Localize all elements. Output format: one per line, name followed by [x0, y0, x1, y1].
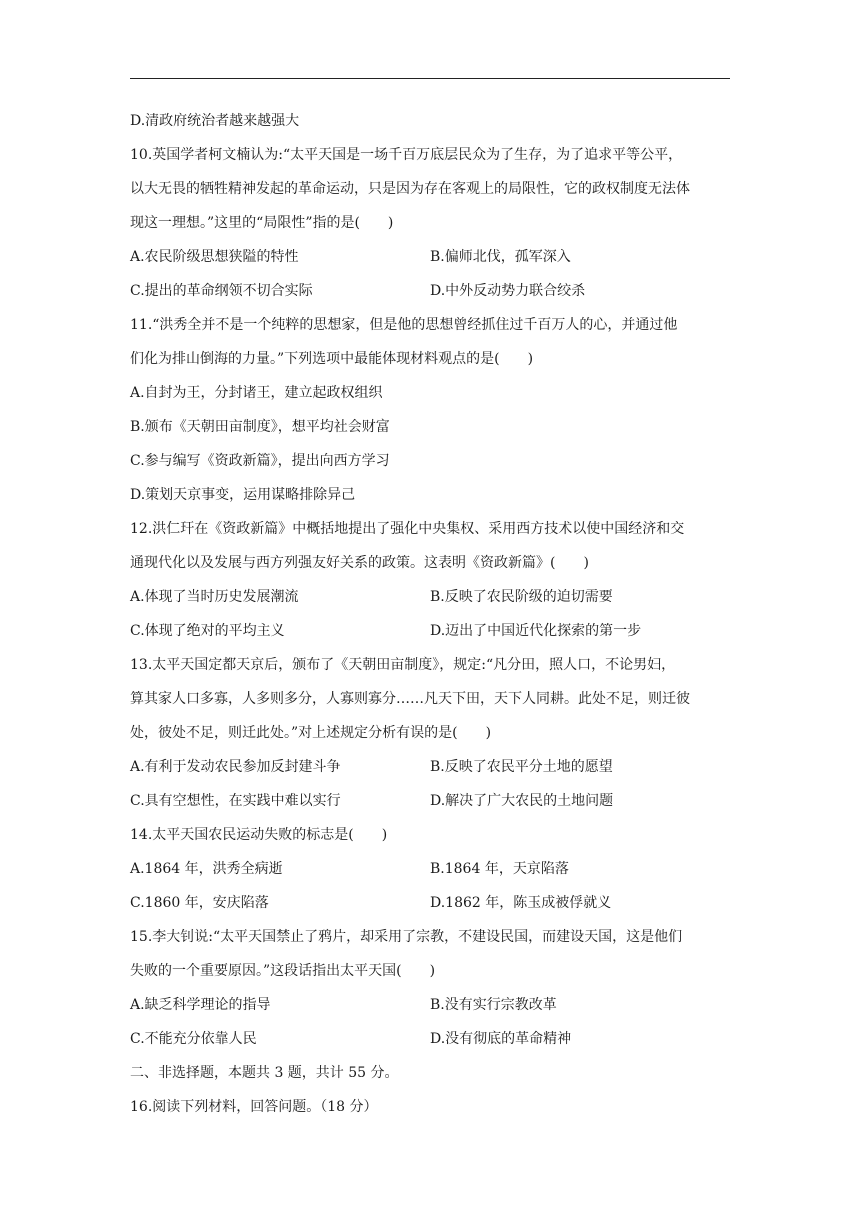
q11-option-c: C.参与编写《资政新篇》，提出向西方学习 [130, 453, 390, 469]
q10-stem-line-3: 现这一理想。”这里的“局限性”指的是( ) [130, 215, 394, 231]
header-rule [130, 78, 730, 79]
q10-stem-line-2: 以大无畏的牺牲精神发起的革命运动，只是因为存在客观上的局限性，它的政权制度无法体 [130, 181, 690, 197]
q14-option-c: C.1860 年，安庆陷落 [130, 895, 269, 911]
q15-option-b: B.没有实行宗教改革 [430, 997, 557, 1013]
q13-option-b: B.反映了农民平分土地的愿望 [430, 759, 613, 775]
q10-option-c: C.提出的革命纲领不切合实际 [130, 283, 313, 299]
q14-option-d: D.1862 年，陈玉成被俘就义 [430, 895, 612, 911]
q15-stem-line-1: 15.李大钊说:“太平天国禁止了鸦片，却采用了宗教，不建设民国，而建设天国，这是他们 [130, 929, 683, 945]
q12-stem-line-2: 通现代化以及发展与西方列强友好关系的政策。这表明《资政新篇》( ) [130, 555, 589, 571]
q15-option-d: D.没有彻底的革命精神 [430, 1031, 572, 1047]
q9-option-d: D.清政府统治者越来越强大 [130, 113, 300, 129]
q11-option-d: D.策划天京事变，运用谋略排除异己 [130, 487, 356, 503]
q15-option-c: C.不能充分依靠人民 [130, 1031, 257, 1047]
q15-stem-line-2: 失败的一个重要原因。”这段话指出太平天国( ) [130, 963, 436, 979]
q13-option-d: D.解决了广大农民的土地问题 [430, 793, 614, 809]
q13-stem-line-3: 处，彼处不足，则迁此处。”对上述规定分析有误的是( ) [130, 725, 492, 741]
q14-option-b: B.1864 年，天京陷落 [430, 861, 569, 877]
q13-option-a: A.有利于发动农民参加反封建斗争 [130, 759, 341, 775]
q15-option-a: A.缺乏科学理论的指导 [130, 997, 271, 1013]
q11-stem-line-2: 们化为排山倒海的力量。”下列选项中最能体现材料观点的是( ) [130, 351, 534, 367]
q11-stem-line-1: 11.“洪秀全并不是一个纯粹的思想家，但是他的思想曾经抓住过千百万人的心，并通过他 [130, 317, 678, 333]
q12-option-a: A.体现了当时历史发展潮流 [130, 589, 299, 605]
q13-stem-line-2: 算其家人口多寡，人多则多分，人寡则寡分……凡天下田，天下人同耕。此处不足，则迁彼 [130, 691, 690, 707]
q11-option-a: A.自封为王，分封诸王，建立起政权组织 [130, 385, 383, 401]
q13-option-c: C.具有空想性，在实践中难以实行 [130, 793, 341, 809]
q10-option-b: B.偏师北伐，孤军深入 [430, 249, 571, 265]
q10-option-d: D.中外反动势力联合绞杀 [430, 283, 586, 299]
q10-stem-line-1: 10.英国学者柯文楠认为:“太平天国是一场千百万底层民众为了生存，为了追求平等公平， [130, 147, 683, 163]
q14-stem: 14.太平天国农民运动失败的标志是( ) [130, 827, 388, 843]
section-heading: 二、非选择题，本题共 3 题，共计 55 分。 [130, 1065, 399, 1081]
q12-option-d: D.迈出了中国近代化探索的第一步 [430, 623, 642, 639]
q10-option-a: A.农民阶级思想狭隘的特性 [130, 249, 299, 265]
q13-stem-line-1: 13.太平天国定都天京后，颁布了《天朝田亩制度》，规定:“凡分田，照人口，不论男妇， [130, 657, 676, 673]
q12-option-c: C.体现了绝对的平均主义 [130, 623, 285, 639]
q12-stem-line-1: 12.洪仁玕在《资政新篇》中概括地提出了强化中央集权、采用西方技术以使中国经济和交 [130, 521, 685, 537]
q14-option-a: A.1864 年，洪秀全病逝 [130, 861, 283, 877]
q16-stem: 16.阅读下列材料，回答问题。（18 分） [130, 1099, 378, 1115]
q11-option-b: B.颁布《天朝田亩制度》，想平均社会财富 [130, 419, 390, 435]
q12-option-b: B.反映了农民阶级的迫切需要 [430, 589, 613, 605]
